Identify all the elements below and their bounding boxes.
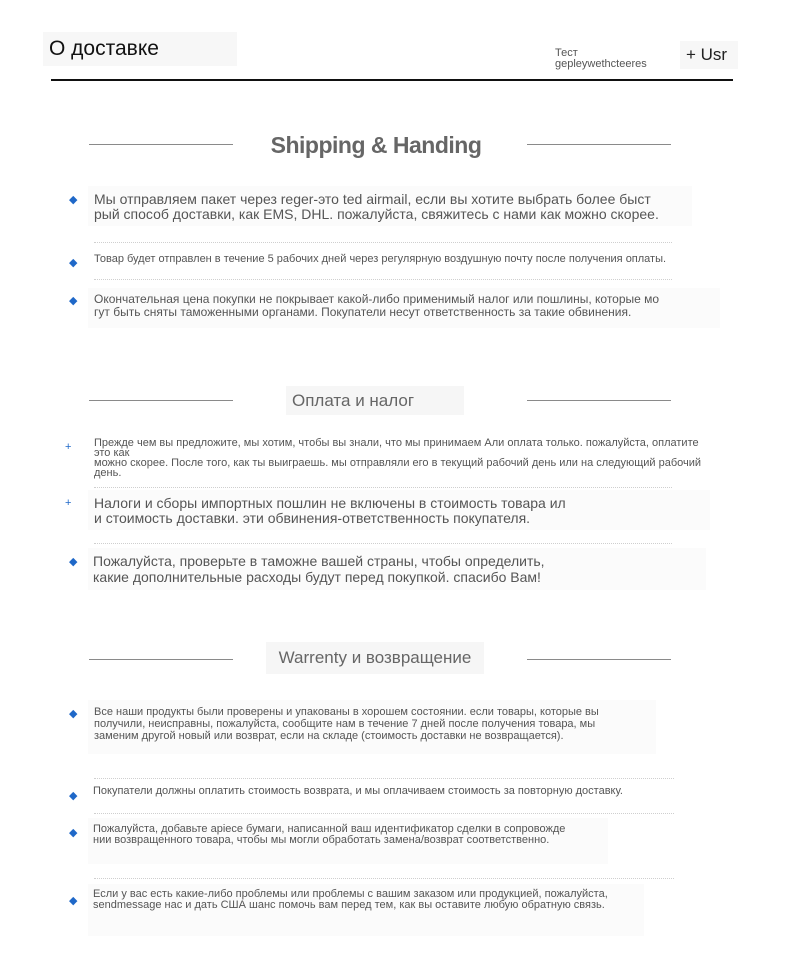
user-meta-line1: Тест — [555, 47, 578, 59]
dotted-separator — [94, 813, 674, 814]
item-line: Все наши продукты были проверены и упакованы в хорошем состоянии. если товары, которые вы — [94, 706, 599, 718]
section-title-warranty: Warrenty и возвращение — [266, 642, 484, 674]
item-line: получили, неисправны, пожалуйста, сообщите нам в течение 7 дней после получения товара, мы — [94, 718, 596, 730]
warranty-item-3 — [93, 824, 605, 846]
bullet-icon: ◆ — [69, 827, 78, 839]
payment-item-1 — [94, 438, 710, 478]
bullet-icon: ◆ — [69, 295, 78, 307]
dotted-separator — [94, 778, 674, 779]
user-meta-line2: gepleywethcteeres — [555, 58, 647, 70]
bullet-icon: ◆ — [69, 194, 78, 206]
page-title: О доставке — [43, 32, 237, 66]
shipping-item-2 — [94, 253, 684, 265]
item-line: Прежде чем вы предложите, мы хотим, чтобы вы знали, что мы принимаем Али оплата только. пожалуйста, оплатите это как — [94, 437, 699, 459]
item-line: Окончательная цена покупки не покрывает какой-либо применимый налог или пошлины, которые мо — [94, 292, 660, 306]
section-title-shipping: Shipping & Handing — [270, 132, 482, 158]
dotted-separator — [94, 487, 672, 488]
item-line: Налоги и сборы импортных пошлин не включены в стоимость товара ил — [94, 495, 566, 511]
warranty-item-4 — [93, 889, 633, 911]
payment-item-2 — [94, 496, 704, 526]
section-title-payment: Оплата и налог — [286, 386, 464, 415]
item-line: Пожалуйста, добавьте apiece бумаги, написанной ваш идентификатор сделки в сопровожде — [93, 823, 566, 835]
section-rule-left — [89, 659, 233, 660]
item-line: какие дополнительные расходы будут перед покупкой. спасибо Вам! — [93, 569, 541, 585]
shipping-item-3 — [94, 293, 714, 319]
warranty-item-2 — [93, 786, 633, 796]
item-line: Товар будет отправлен в течение 5 рабочих дней через регулярную воздушную почту после получения оплаты. — [94, 253, 667, 265]
item-line: Если у вас есть какие-либо проблемы или проблемы с вашим заказом или продукцией, пожалуйста, — [93, 888, 608, 900]
item-line: нии возвращенного товара, чтобы мы могли обработать замена/возврат соответственно. — [93, 834, 550, 846]
plus-icon: + — [65, 497, 72, 509]
plus-icon: + — [65, 441, 72, 453]
dotted-separator — [94, 878, 674, 879]
item-line: Мы отправляем пакет через reger-это ted airmail, если вы хотите выбрать более быст — [94, 191, 651, 207]
header-divider — [51, 79, 733, 81]
bullet-icon: ◆ — [69, 556, 78, 568]
usr-button[interactable]: + Usr — [680, 41, 738, 69]
item-line: sendmessage нас и дать США шанс помочь вам перед тем, как вы оставите любую обратную связь. — [93, 899, 605, 911]
item-line: Покупатели должны оплатить стоимость возврата, и мы оплачиваем стоимость за повторную доставку. — [93, 785, 623, 797]
bullet-icon: ◆ — [69, 257, 78, 269]
bullet-icon: ◆ — [69, 790, 78, 802]
section-rule-left — [89, 400, 233, 401]
item-line: можно скорее. После того, как ты выиграешь. мы отправляли его в текущий рабочий день или на следующий рабочий день. — [94, 457, 702, 479]
section-rule-right — [527, 659, 671, 660]
item-line: рый способ доставки, как EMS, DHL. пожалуйста, свяжитесь с нами как можно скорее. — [94, 206, 659, 222]
bullet-icon: ◆ — [69, 708, 78, 720]
dotted-separator — [94, 543, 672, 544]
section-rule-right — [527, 400, 671, 401]
shipping-item-1 — [94, 192, 684, 222]
dotted-separator — [94, 279, 672, 280]
dotted-separator — [94, 242, 672, 243]
payment-item-3 — [93, 553, 693, 585]
item-line: заменим другой новый или возврат, если на складе (стоимость доставки не возвращается). — [94, 730, 564, 742]
item-line: и стоимость доставки. эти обвинения-ответственность покупателя. — [94, 510, 531, 526]
item-line: гут быть сняты таможенными органами. Покупатели несут ответственность за такие обвинения. — [94, 305, 632, 319]
section-rule-right — [527, 144, 671, 145]
user-meta — [555, 48, 647, 70]
warranty-item-1 — [94, 706, 654, 742]
section-rule-left — [89, 144, 233, 145]
item-line: Пожалуйста, проверьте в таможне вашей страны, чтобы определить, — [93, 553, 545, 569]
bullet-icon: ◆ — [69, 895, 78, 907]
